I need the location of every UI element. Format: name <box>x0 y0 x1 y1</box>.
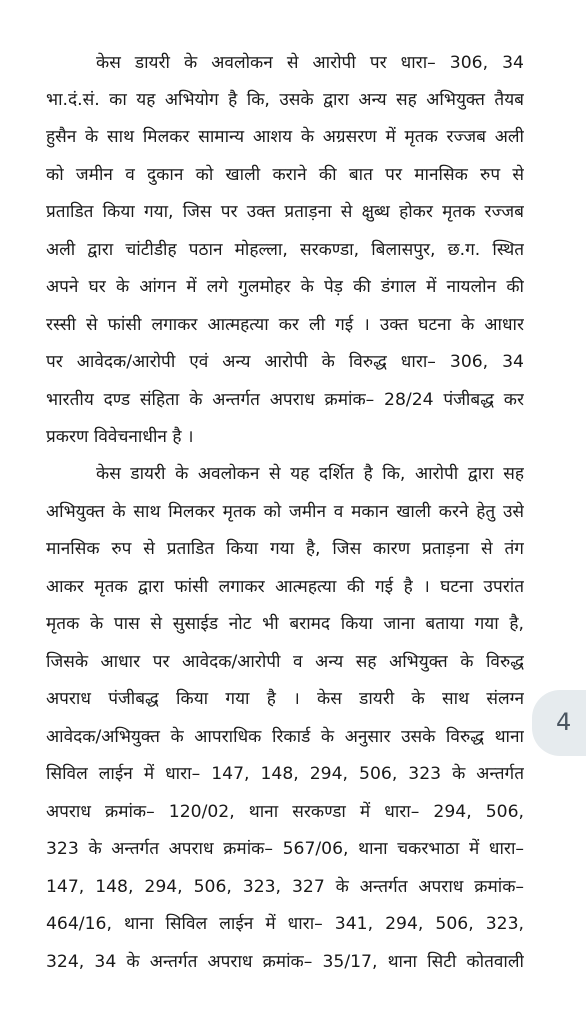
paragraph-1-line-4: को जमीन व दुकान को खाली कराने की बात पर मानसिक रुप से <box>46 165 524 185</box>
page-number-label: 4 <box>556 708 572 736</box>
paragraph-1-line-1: केस डायरी के अवलोकन से आरोपी पर धारा– 306, 34 <box>96 53 524 73</box>
paragraph-2-line-9: सिविल लाईन में धारा– 147, 148, 294, 506, 323 के अन्तर्गत <box>46 764 524 784</box>
paragraph-2-line-6: जिसके आधार पर आवेदक/आरोपी व अन्य सह अभियुक्त के विरुद्ध <box>46 652 524 672</box>
paragraph-2-line-2: अभियुक्त के साथ मिलकर मृतक को जमीन व मकान खाली करने हेतु उसे <box>46 502 524 522</box>
paragraph-2-line-4: आकर मृतक द्वारा फांसी लगाकर आत्महत्या की गई है । घटना उपरांत <box>46 577 524 597</box>
paragraph-2-line-11: 323 के अन्तर्गत अपराध क्रमांक– 567/06, थाना चकरभाठा में धारा– <box>46 839 524 859</box>
paragraph-2-line-8: आवेदक/अभियुक्त के आपराधिक रिकार्ड के अनुसार उसके विरुद्ध थाना <box>46 727 524 747</box>
paragraph-2-line-12: 147, 148, 294, 506, 323, 327 के अन्तर्गत अपराध क्रमांक– <box>46 877 524 897</box>
page-number-indicator[interactable] <box>532 690 586 756</box>
paragraph-2-line-1: केस डायरी के अवलोकन से यह दर्शित है कि, आरोपी द्वारा सह <box>96 464 524 484</box>
paragraph-1-line-11: प्रकरण विवेचनाधीन है । <box>46 427 194 447</box>
paragraph-1-line-5: प्रताडित किया गया, जिस पर उक्त प्रताड़ना से क्षुब्ध होकर मृतक रज्जब <box>46 202 524 222</box>
paragraph-1-line-9: पर आवेदक/आरोपी एवं अन्य आरोपी के विरुद्ध धारा– 306, 34 <box>46 352 524 372</box>
paragraph-2-line-7: अपराध पंजीबद्ध किया गया है । केस डायरी के साथ संलग्न <box>46 689 524 709</box>
paragraph-2-line-14: 324, 34 के अन्तर्गत अपराध क्रमांक– 35/17, थाना सिटी कोतवाली <box>46 952 524 972</box>
paragraph-1-line-6: अली द्वारा चांटीडीह पठान मोहल्ला, सरकण्डा, बिलासपुर, छ.ग. स्थित <box>46 240 524 260</box>
paragraph-1-line-8: रस्सी से फांसी लगाकर आत्महत्या कर ली गई । उक्त घटना के आधार <box>46 315 524 335</box>
paragraph-1-line-10: भारतीय दण्ड संहिता के अन्तर्गत अपराध क्रमांक– 28/24 पंजीबद्ध कर <box>46 390 524 410</box>
paragraph-2-line-10: अपराध क्रमांक– 120/02, थाना सरकण्डा में धारा– 294, 506, <box>46 802 524 822</box>
paragraph-2-line-5: मृतक के पास से सुसाईड नोट भी बरामद किया जाना बताया गया है, <box>46 614 524 634</box>
paragraph-2-line-13: 464/16, थाना सिविल लाईन में धारा– 341, 294, 506, 323, <box>46 914 524 934</box>
paragraph-1-line-7: अपने घर के आंगन में लगे गुलमोहर के पेड़ की डंगाल में नायलोन की <box>46 277 524 297</box>
paragraph-1-line-3: हुसैन के साथ मिलकर सामान्य आशय के अग्रसरण में मृतक रज्जब अली <box>46 127 524 147</box>
paragraph-1-line-2: भा.दं.सं. का यह अभियोग है कि, उसके द्वारा अन्य सह अभियुक्त तैयब <box>46 90 524 110</box>
paragraph-2-line-3: मानसिक रुप से प्रताडित किया गया है, जिस कारण प्रताड़ना से तंग <box>46 539 524 559</box>
